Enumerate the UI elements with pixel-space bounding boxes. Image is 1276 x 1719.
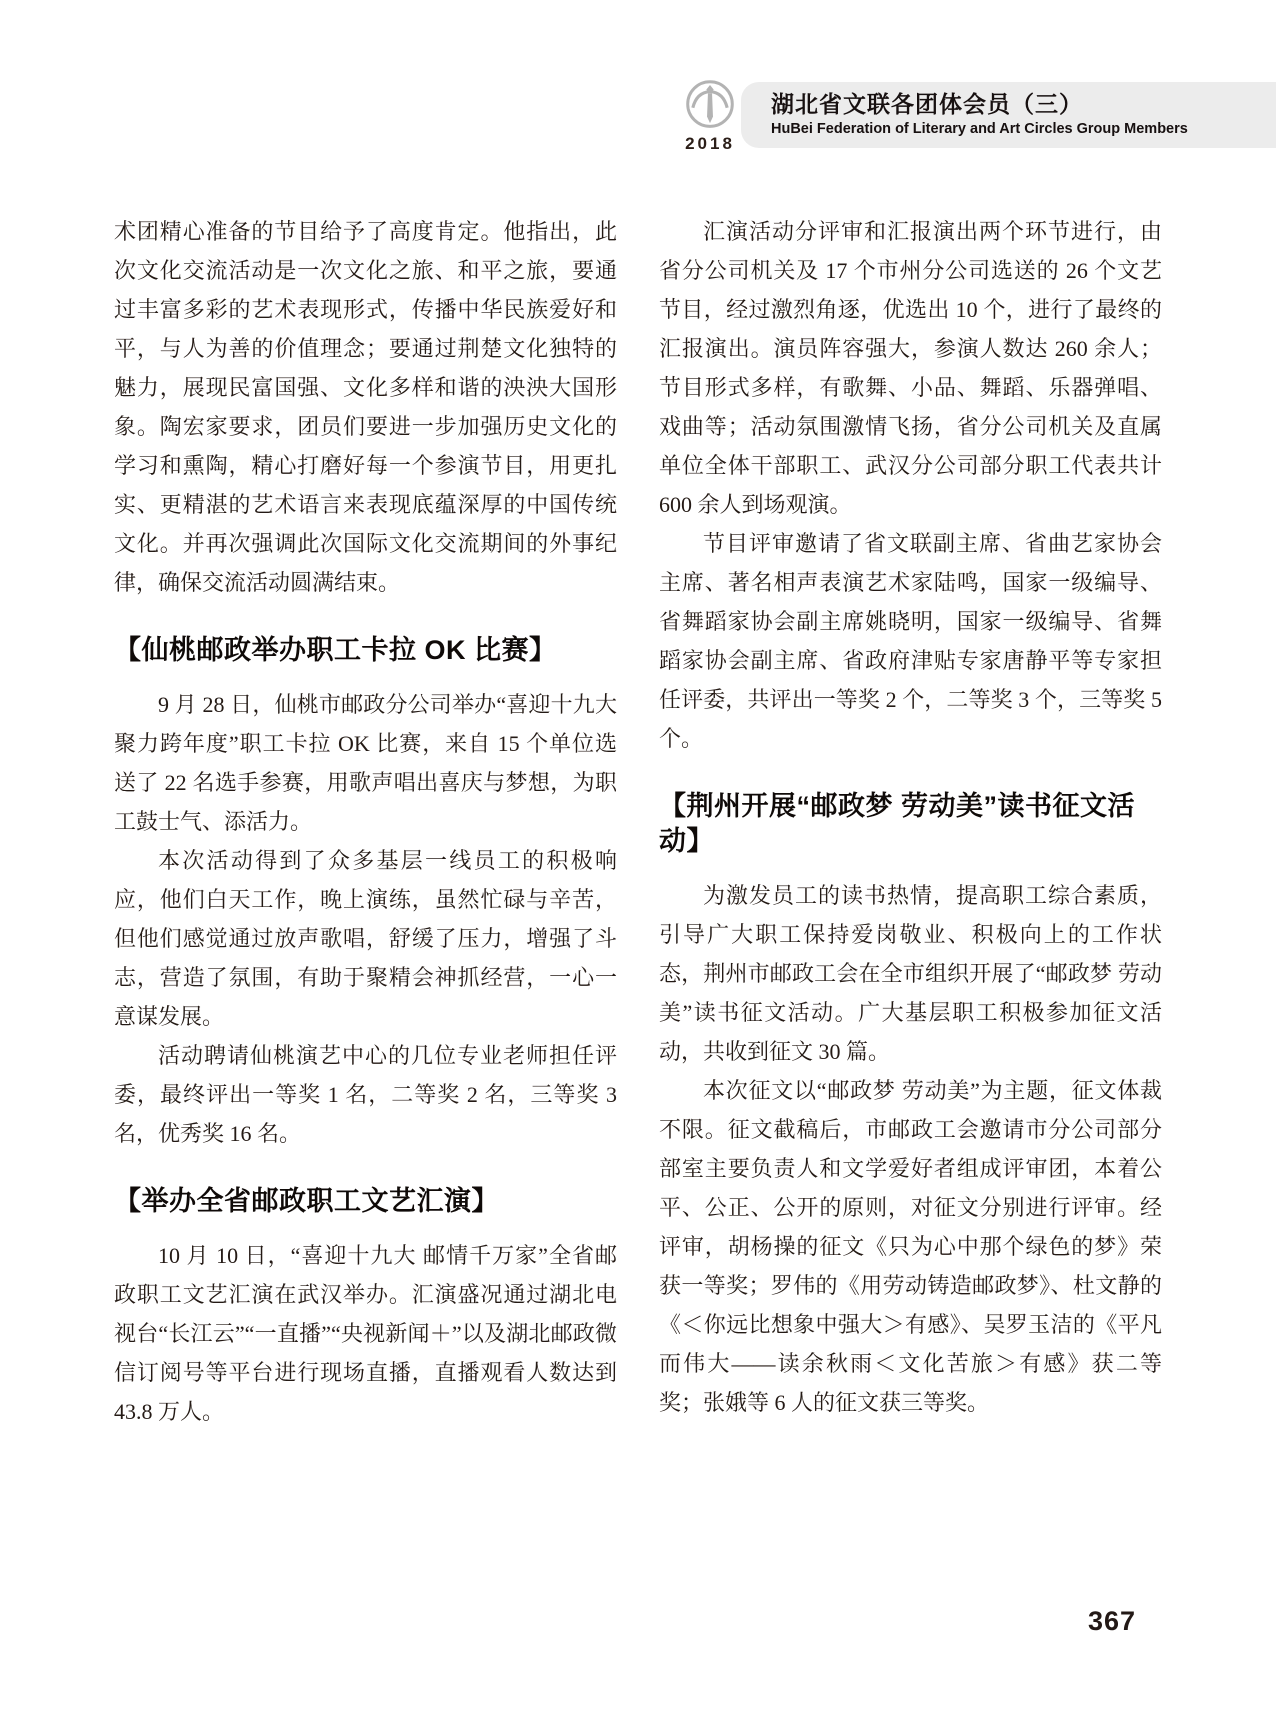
year-label: 2018 [685, 134, 735, 153]
section-heading-xiantao-karaoke: 【仙桃邮政举办职工卡拉 OK 比赛】 [114, 635, 557, 665]
publisher-logo [681, 78, 739, 154]
paragraph: 为激发员工的读书热情，提高职工综合素质，引导广大职工保持爱岗敬业、积极向上的工作状态，荆州市邮政工会在全市组织开展了“邮政梦 劳动美”读书征文活动。广大基层职工积极参加征文活动，共收到征文 30 篇。 [659, 883, 1162, 1064]
left-column [114, 212, 617, 1431]
paragraph: 10 月 10 日，“喜迎十九大 邮情千万家”全省邮政职工文艺汇演在武汉举办。汇演盛况通过湖北电视台“长江云”“一直播”“央视新闻＋”以及湖北邮政微信订阅号等平台进行现场直播，直播观看人数达到 43.8 万人。 [114, 1243, 617, 1424]
page-number: 367 [1088, 1606, 1137, 1636]
paragraph: 9 月 28 日，仙桃市邮政分公司举办“喜迎十九大 聚力跨年度”职工卡拉 OK 比赛，来自 15 个单位选送了 22 名选手参赛，用歌声唱出喜庆与梦想，为职工鼓士气、添活力。 [114, 692, 617, 834]
section-heading-jingzhou-essay: 【荆州开展“邮政梦 劳动美”读书征文活动】 [659, 791, 1136, 856]
paragraph: 节目评审邀请了省文联副主席、省曲艺家协会主席、著名相声表演艺术家陆鸣，国家一级编导、省舞蹈家协会副主席姚晓明，国家一级编导、省舞蹈家协会副主席、省政府津贴专家唐静平等专家担任评委，共评出一等奖 2 个，二等奖 3 个，三等奖 5 个。 [659, 531, 1162, 751]
paragraph: 本次活动得到了众多基层一线员工的积极响应，他们白天工作，晚上演练，虽然忙碌与辛苦，但他们感觉通过放声歌唱，舒缓了压力，增强了斗志，营造了氛围，有助于聚精会神抓经营，一心一意谋发展。 [114, 848, 617, 1029]
paragraph: 本次征文以“邮政梦 劳动美”为主题，征文体裁不限。征文截稿后，市邮政工会邀请市分公司部分部室主要负责人和文学爱好者组成评审团，本着公平、公正、公开的原则，对征文分别进行评审。经评审，胡杨操的征文《只为心中那个绿色的梦》荣获一等奖；罗伟的《用劳动铸造邮政梦》、杜文静的《＜你远比想象中强大＞有感》、吴罗玉洁的《平凡而伟大——读余秋雨＜文化苦旅＞有感》获二等奖；张娥等 6 人的征文获三等奖。 [659, 1078, 1162, 1415]
section-heading-provincial-gala: 【举办全省邮政职工文艺汇演】 [114, 1186, 499, 1216]
paragraph: 活动聘请仙桃演艺中心的几位专业老师担任评委，最终评出一等奖 1 名，二等奖 2 名，三等奖 3 名，优秀奖 16 名。 [114, 1043, 617, 1146]
page-title: 湖北省文联各团体会员（三） [771, 91, 1083, 117]
page-subtitle: HuBei Federation of Literary and Art Circles Group Members [771, 121, 1188, 137]
right-column [659, 212, 1162, 1422]
wenlian-emblem-icon [681, 78, 739, 132]
paragraph: 汇演活动分评审和汇报演出两个环节进行，由省分公司机关及 17 个市州分公司选送的 26 个文艺节目，经过激烈角逐，优选出 10 个，进行了最终的汇报演出。演员阵容强大，参演人数达 260 余人；节目形式多样，有歌舞、小品、舞蹈、乐器弹唱、戏曲等；活动氛围激情飞扬，省分公司机关及直属单位全体干部职工、武汉分公司部分职工代表共计 600 余人到场观演。 [659, 219, 1162, 517]
paragraph: 术团精心准备的节目给予了高度肯定。他指出，此次文化交流活动是一次文化之旅、和平之旅，要通过丰富多彩的艺术表现形式，传播中华民族爱好和平，与人为善的价值理念；要通过荆楚文化独特的魅力，展现民富国强、文化多样和谐的泱泱大国形象。陶宏家要求，团员们要进一步加强历史文化的学习和熏陶，精心打磨好每一个参演节目，用更扎实、更精湛的艺术语言来表现底蕴深厚的中国传统文化。并再次强调此次国际文化交流期间的外事纪律，确保交流活动圆满结束。 [114, 219, 617, 595]
header-band [741, 82, 1276, 148]
